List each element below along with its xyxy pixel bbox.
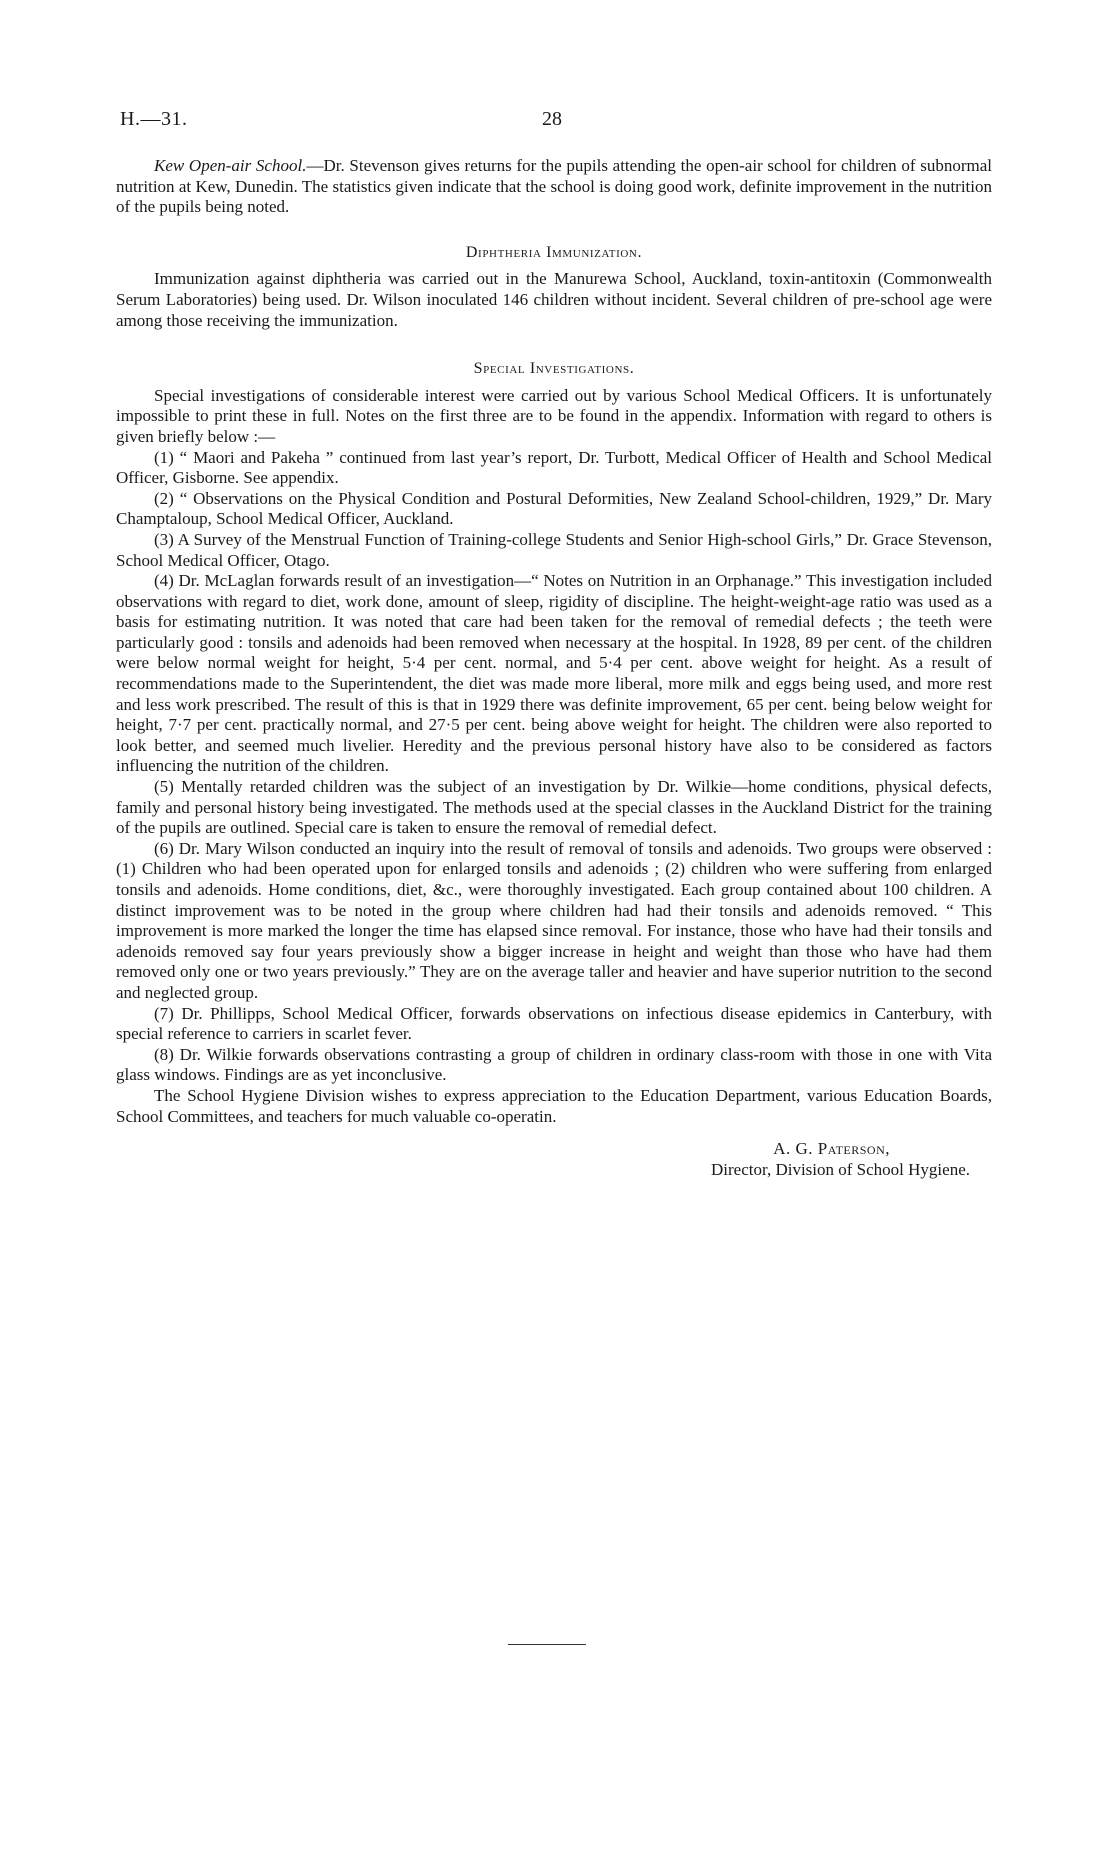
section-heading-diphtheria: Diphtheria Immunization. <box>465 243 643 261</box>
intro-text: —Dr. Stevenson gives returns for the pupils attending the open-air school for children of subnormal nutrition at Kew, Dunedin. The statistics given indicate that the school is doing good work, definite improvement in the nutrition of the pupils being noted. <box>116 156 992 217</box>
investigation-item-1: (1) “ Maori and Pakeha ” continued from last year’s report, Dr. Turbott, Medical Officer of Health and School Medical Officer, Gisborne. See appendix. <box>116 447 992 488</box>
intro-paragraph <box>116 156 992 218</box>
investigation-item-6: (6) Dr. Mary Wilson conducted an inquiry into the result of removal of tonsils and adenoids. Two groups were observed : (1) Children who had been operated upon for enlarged tonsils and adenoids ; (2) children who were suffering from enlarged tonsils and adenoids. Home conditions, diet, &c., were thoroughly investigated. Each group contained about 100 children. A distinct improvement was to be noted in the group where children had had their tonsils and adenoids removed. “ This improvement is more marked the longer the time has elapsed since removal. For instance, those who have had their tonsils and adenoids removed say four years previously show a bigger increase in height and weight than those who have had them removed only one or two years previously.” They are on the average taller and heavier and have superior nutrition to the second and neglected group. <box>116 838 992 1002</box>
investigations-paragraph: Special investigations of considerable interest were carried out by various School Medical Officers. It is unfortunately impossible to print these in full. Notes on the first three are to be found in the appendix. Information with regard to others is given briefly below :— <box>116 385 992 446</box>
investigation-item-7: (7) Dr. Phillipps, School Medical Officer, forwards observations on infectious disease epidemics in Canterbury, with special reference to carriers in scarlet fever. <box>116 1003 992 1044</box>
closing-paragraph: The School Hygiene Division wishes to express appreciation to the Education Department, various Education Boards, School Committees, and teachers for much valuable co-operatin. <box>116 1085 992 1126</box>
investigation-item-4: (4) Dr. McLaglan forwards result of an investigation—“ Notes on Nutrition in an Orphanage.” This investigation included observations with regard to diet, work done, amount of sleep, rigidity of discipline. The height-weight-age ratio was used as a basis for estimating nutrition. It was noted that care had been taken for the removal of remedial defects ; the teeth were particularly good : tonsils and adenoids had been removed when necessary at the hospital. In 1928, 89 per cent. of the children were below normal weight for height, 5·4 per cent. normal, and 5·4 per cent. above weight for height. As a result of recommendations made to the Superintendent, the diet was made more liberal, more milk and eggs being used, and more rest and less work prescribed. The result of this is that in 1929 there was definite improvement, 65 per cent. being below weight for height, 7·7 per cent. practically normal, and 27·5 per cent. being above weight for height. The children were also reported to look better, and seemed much livelier. Heredity and the previous personal history have also to be considered as factors influencing the nutrition of the children. <box>116 571 992 776</box>
document-reference: H.—31. <box>120 108 188 130</box>
section-heading-investigations: Special Investigations. <box>473 360 635 378</box>
investigation-item-3: (3) A Survey of the Menstrual Function of Training-college Students and Senior High-school Girls,” Dr. Grace Stevenson, School Medical Officer, Otago. <box>116 529 992 570</box>
signature-block <box>116 1139 992 1180</box>
investigation-item-2: (2) “ Observations on the Physical Condition and Postural Deformities, New Zealand School-children, 1929,” Dr. Mary Champtaloup, School Medical Officer, Auckland. <box>116 488 992 529</box>
investigation-item-5: (5) Mentally retarded children was the subject of an investigation by Dr. Wilkie—home conditions, physical defects, family and personal history being investigated. The methods used at the special classes in the Auckland District for the training of the pupils are outlined. Special care is taken to ensure the removal of remedial defect. <box>116 777 992 838</box>
signatory-title: Director, Division of School Hygiene. <box>711 1159 970 1179</box>
page-number: 28 <box>542 108 562 130</box>
end-rule-divider <box>508 1644 586 1645</box>
document-body <box>116 156 992 1180</box>
signatory-name: A. G. Paterson, <box>773 1139 890 1159</box>
intro-lead: Kew Open-air School. <box>154 156 307 175</box>
diphtheria-paragraph: Immunization against diphtheria was carried out in the Manurewa School, Auckland, toxin-antitoxin (Commonwealth Serum Laboratories) being used. Dr. Wilson inoculated 146 children without incident. Several children of pre-school age were among those receiving the immunization. <box>116 269 992 330</box>
investigation-item-8: (8) Dr. Wilkie forwards observations contrasting a group of children in ordinary class-room with those in one with Vita glass windows. Findings are as yet inconclusive. <box>116 1044 992 1085</box>
